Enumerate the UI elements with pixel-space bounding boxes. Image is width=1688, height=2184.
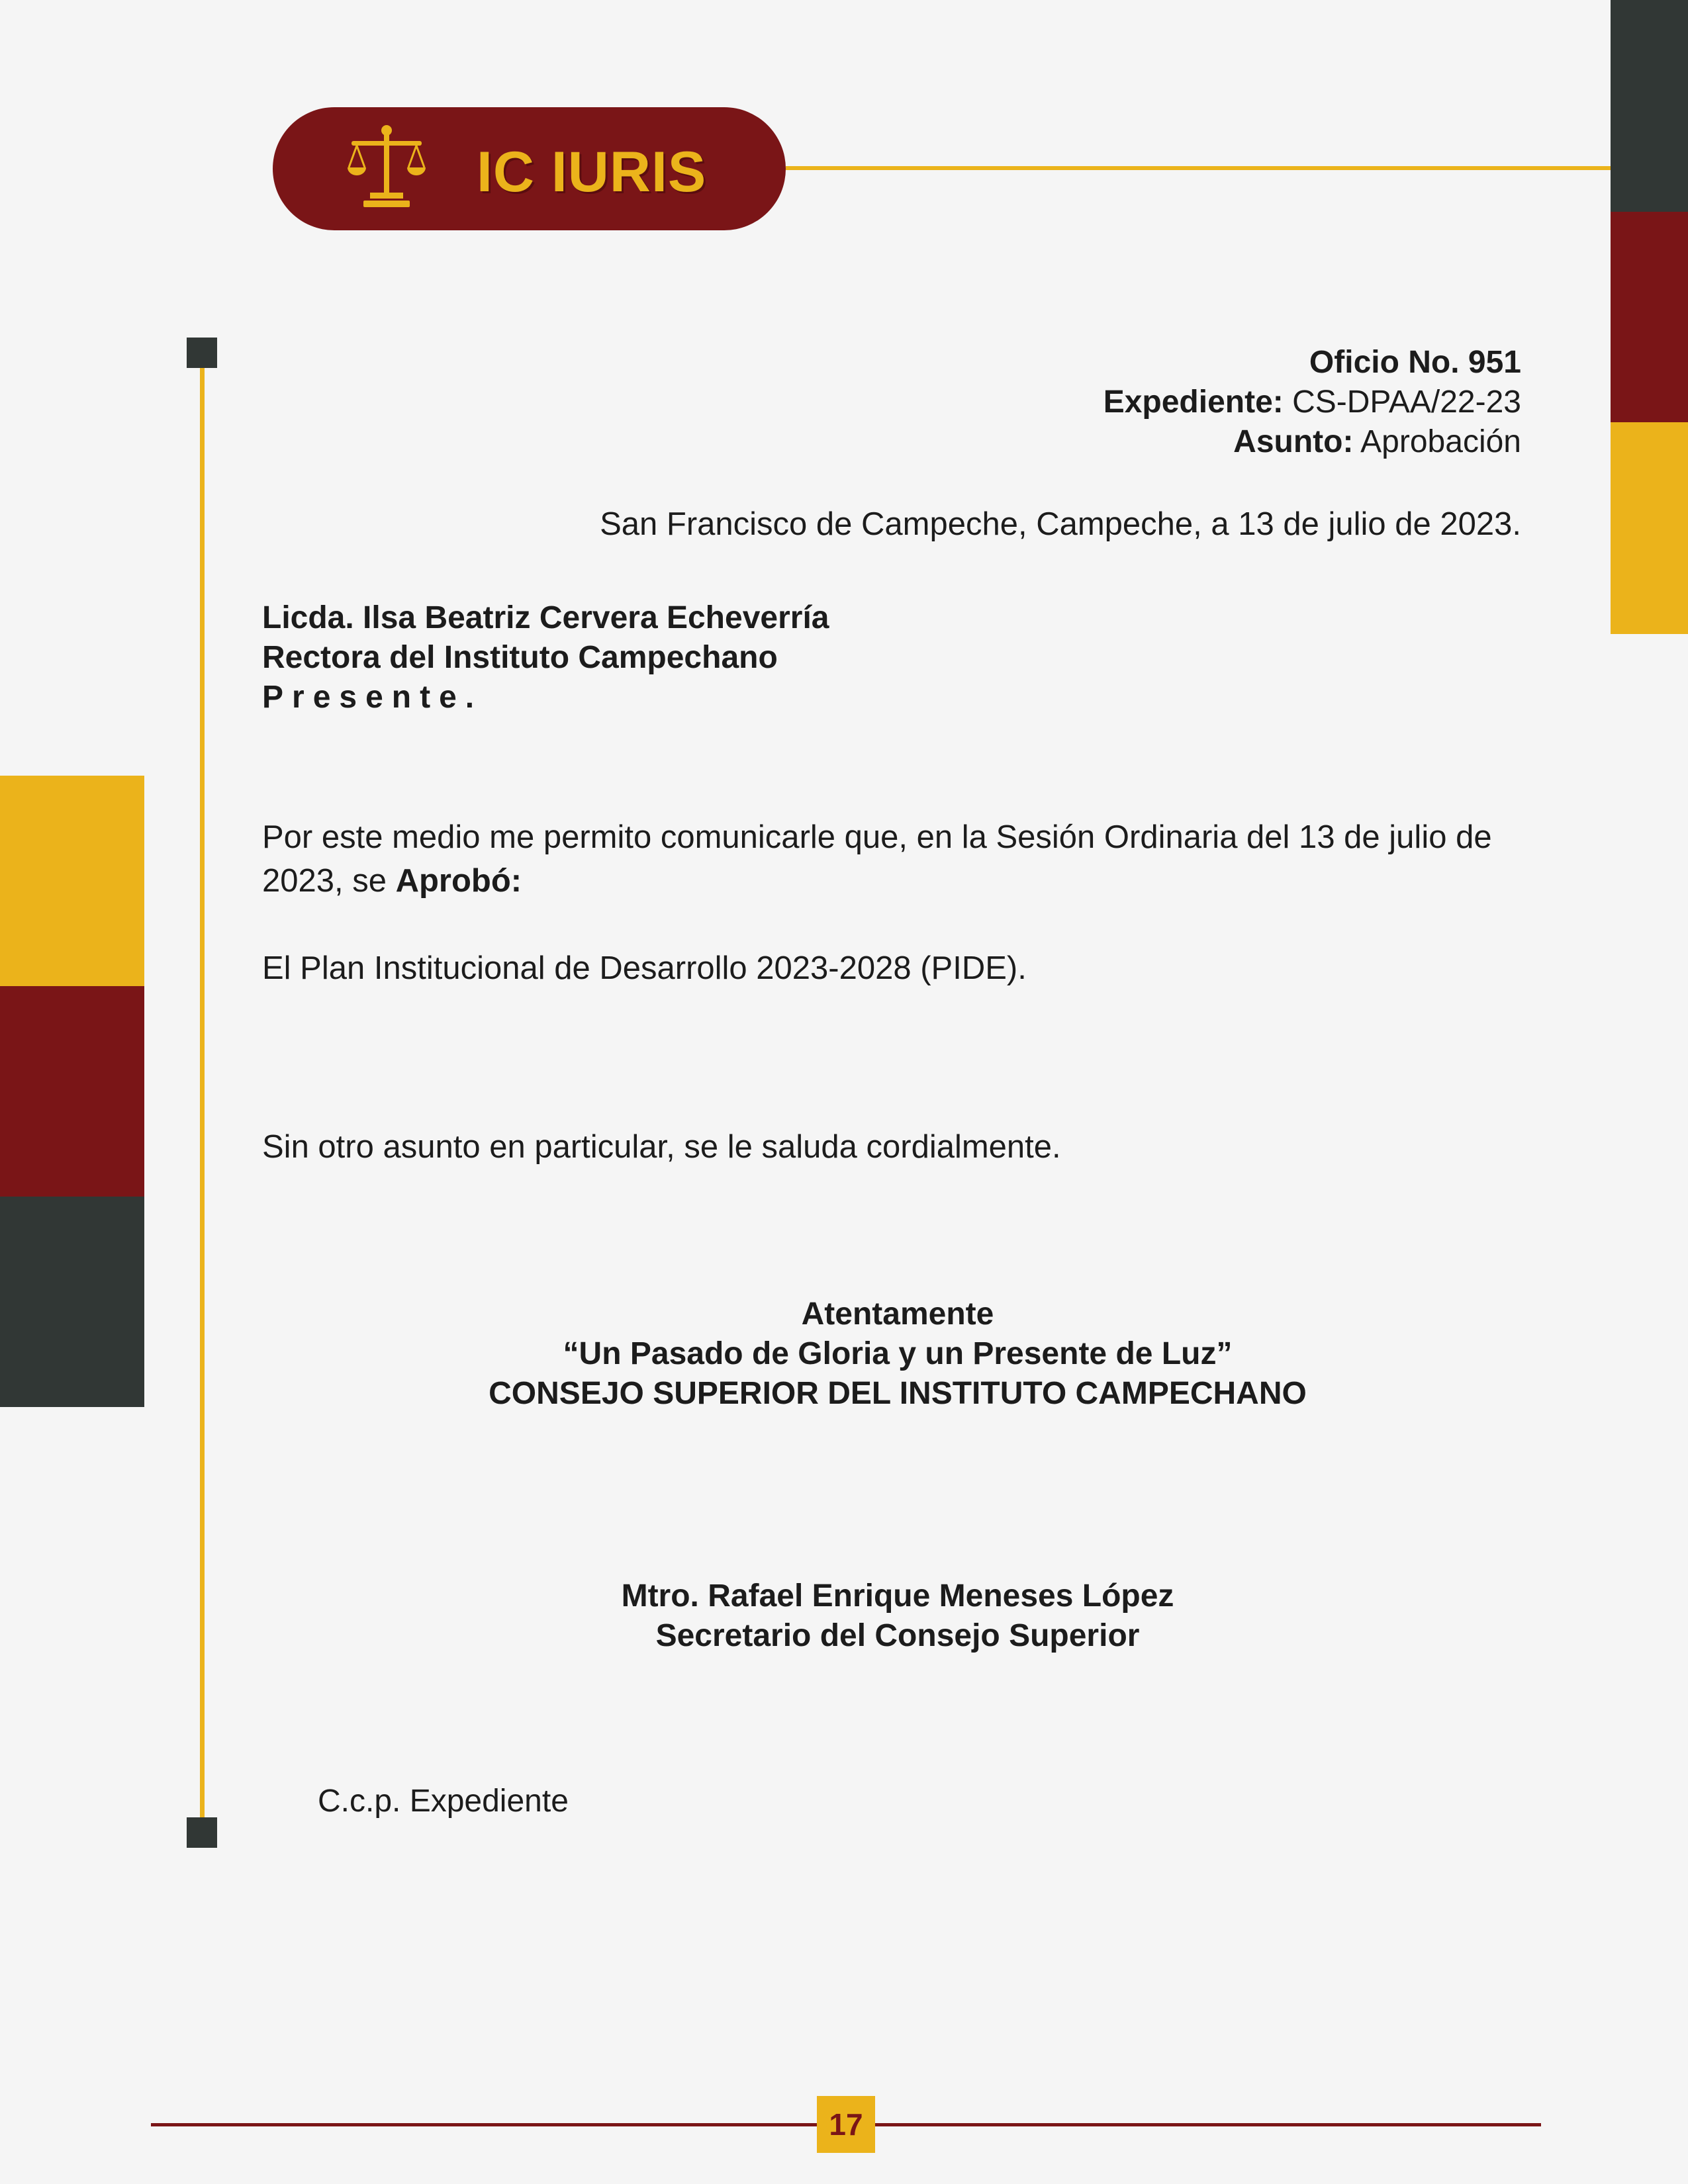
brand-name: IC IURIS (477, 140, 707, 204)
decorative-strip-right-gold (1611, 422, 1688, 634)
body-paragraph-3: Sin otro asunto en particular, se le saluda cordialmente. (262, 1129, 1061, 1165)
page-number: 17 (817, 2096, 875, 2153)
signatory-title: Secretario del Consejo Superior (655, 1618, 1140, 1653)
recipient-presente: Presente. (262, 680, 483, 715)
expediente-value: CS-DPAA/22-23 (1283, 385, 1521, 420)
closing-block (262, 1295, 1533, 1414)
decorative-strip-left-charcoal (0, 1197, 144, 1407)
body-paragraph-1 (262, 815, 1520, 903)
oficio-number: Oficio No. 951 (1309, 345, 1521, 380)
body-paragraph-1-bold: Aprobó: (395, 863, 522, 899)
decorative-strip-right-maroon (1611, 212, 1688, 422)
expediente-line (1103, 383, 1521, 422)
closing-atentamente: Atentamente (801, 1297, 994, 1332)
decorative-strip-right-charcoal (1611, 0, 1688, 212)
vertical-rule-line (200, 368, 205, 1817)
scales-of-justice-icon (348, 124, 426, 210)
closing-lema: “Un Pasado de Gloria y un Presente de Luz” (563, 1336, 1233, 1371)
recipient-role: Rectora del Instituto Campechano (262, 640, 778, 675)
header-divider-line (786, 166, 1611, 170)
asunto-label: Asunto: (1233, 424, 1354, 459)
recipient-block (262, 598, 829, 717)
recipient-name: Licda. Ilsa Beatriz Cervera Echeverría (262, 600, 829, 635)
closing-institucion: CONSEJO SUPERIOR DEL INSTITUTO CAMPECHANO (489, 1376, 1307, 1411)
decorative-strip-left-gold (0, 776, 144, 986)
signatory-name: Mtro. Rafael Enrique Meneses López (621, 1578, 1174, 1614)
body-paragraph-1-text: Por este medio me permito comunicarle que, en la Sesión Ordinaria del 13 de julio de 2023, se (262, 819, 1492, 899)
asunto-value: Aprobación (1353, 424, 1521, 459)
signatory-block (262, 1576, 1533, 1656)
decorative-strip-left-maroon (0, 986, 144, 1197)
expediente-label: Expediente: (1103, 385, 1284, 420)
rule-bottom-square (187, 1817, 217, 1848)
rule-top-square (187, 338, 217, 368)
ccp-line: C.c.p. Expediente (318, 1784, 569, 1819)
body-paragraph-2: El Plan Institucional de Desarrollo 2023-2028 (PIDE). (262, 950, 1027, 986)
asunto-line (1233, 422, 1521, 462)
place-and-date: San Francisco de Campeche, Campeche, a 13 de julio de 2023. (600, 506, 1521, 542)
